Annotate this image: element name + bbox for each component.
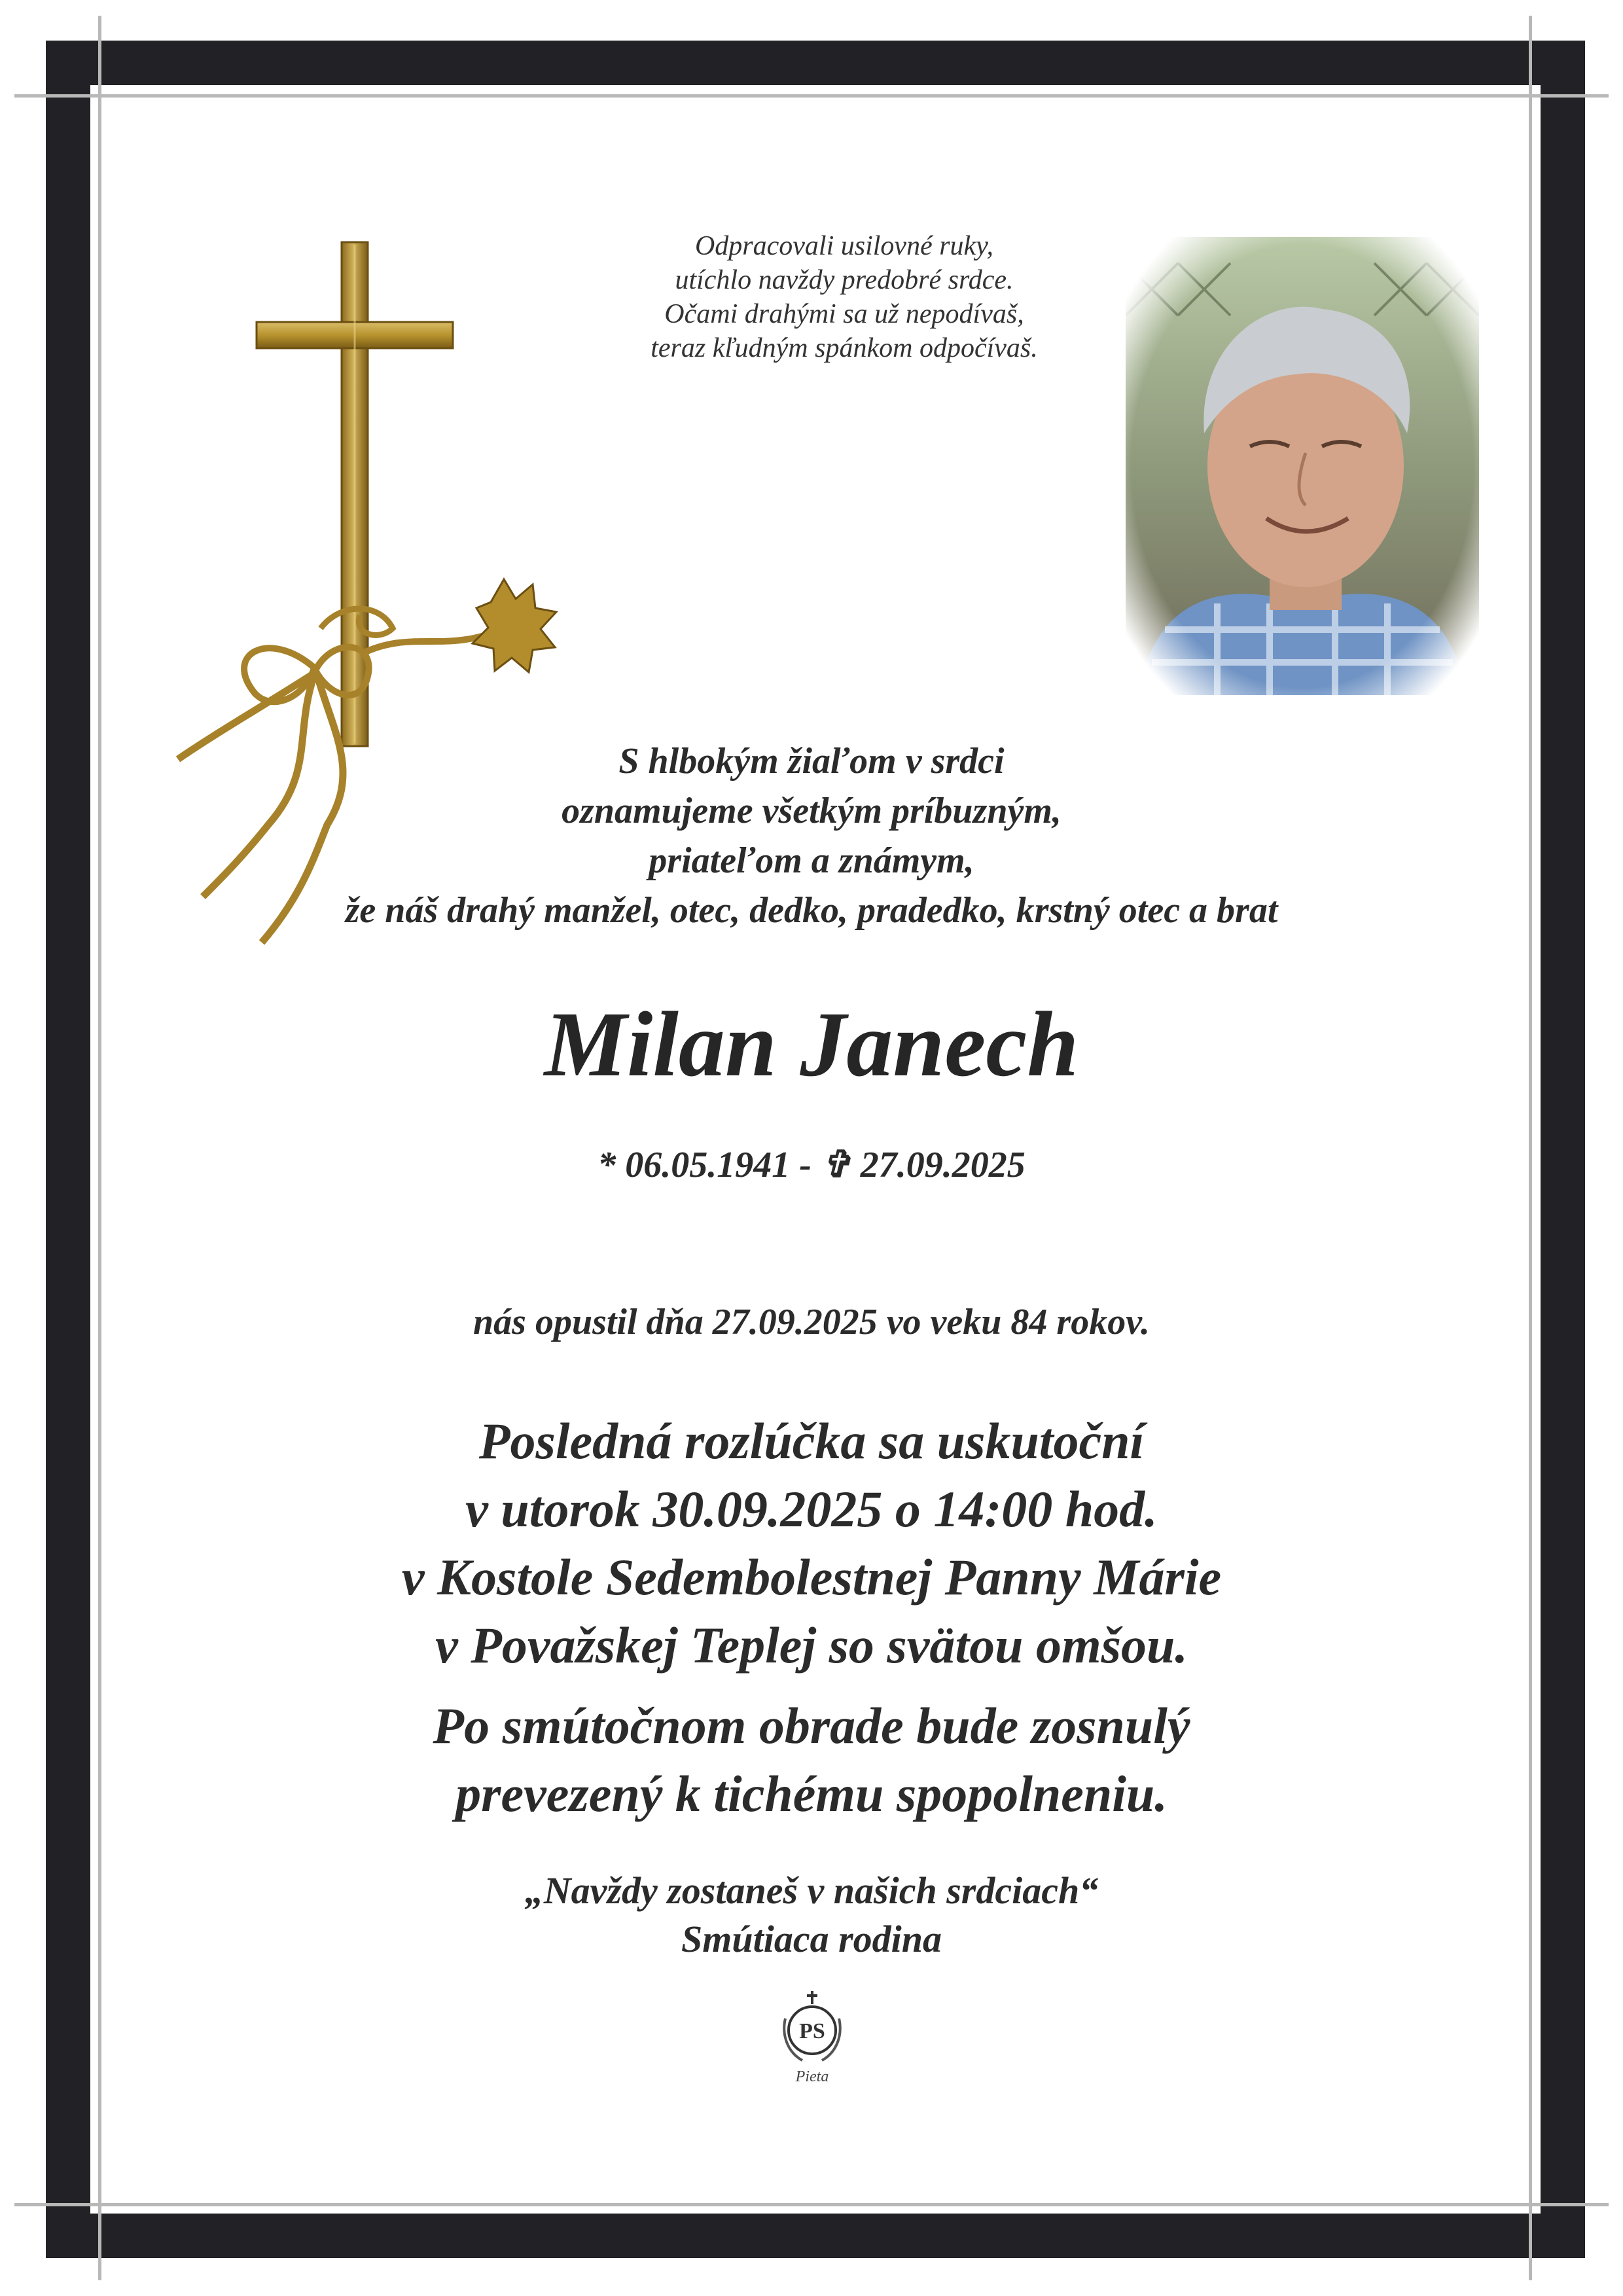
funeral-info: [0, 1407, 1623, 1679]
announcement-line: priateľom a známym,: [649, 840, 974, 881]
frame-bottom-border: [46, 2214, 1585, 2258]
logo-caption: Pieta: [795, 2068, 829, 2085]
farewell-block: [0, 1867, 1623, 1964]
announcement-line: že náš drahý manžel, otec, dedko, pradedko, krstný otec a brat: [345, 890, 1278, 931]
farewell-quote: „Navždy zostaneš v našich srdciach“: [524, 1869, 1099, 1912]
crop-line-bottom: [14, 2203, 1609, 2206]
funeral-line: v utorok 30.09.2025 o 14:00 hod.: [465, 1480, 1158, 1537]
deceased-name: Milan Janech: [544, 992, 1079, 1096]
crop-line-top: [14, 94, 1609, 98]
announcement-text: [0, 736, 1623, 935]
verse-line: Odpracovali usilovné ruky,: [694, 231, 994, 261]
cremation-line: Po smútočnom obrade bude zosnulý: [433, 1697, 1190, 1754]
pieta-logo-icon: [776, 1990, 848, 2088]
verse-line: utíchlo navždy predobré srdce.: [675, 265, 1014, 295]
cremation-info: [0, 1692, 1623, 1828]
funeral-line: v Kostole Sedembolestnej Panny Márie: [401, 1549, 1222, 1605]
verse-line: teraz kľudným spánkom odpočívaš.: [651, 333, 1038, 363]
memorial-verse: [576, 229, 1113, 365]
logo-monogram: PS: [799, 2019, 825, 2043]
frame-top-border: [46, 41, 1585, 85]
funeral-line: Posledná rozlúčka sa uskutoční: [478, 1412, 1145, 1469]
portrait-photo: [1126, 237, 1479, 695]
funeral-line: v Považskej Teplej so svätou omšou.: [435, 1617, 1188, 1674]
announcement-line: oznamujeme všetkým príbuzným,: [562, 791, 1061, 831]
life-dates: * 06.05.1941 - ✞ 27.09.2025: [597, 1145, 1026, 1185]
verse-line: Očami drahými sa už nepodívaš,: [664, 299, 1024, 329]
family-signature: Smútiaca rodina: [681, 1918, 942, 1960]
cremation-line: prevezený k tichému spopolneniu.: [455, 1765, 1168, 1822]
announcement-line: S hlbokým žiaľom v srdci: [618, 741, 1005, 781]
death-statement: nás opustil dňa 27.09.2025 vo veku 84 rokov.: [473, 1302, 1150, 1342]
